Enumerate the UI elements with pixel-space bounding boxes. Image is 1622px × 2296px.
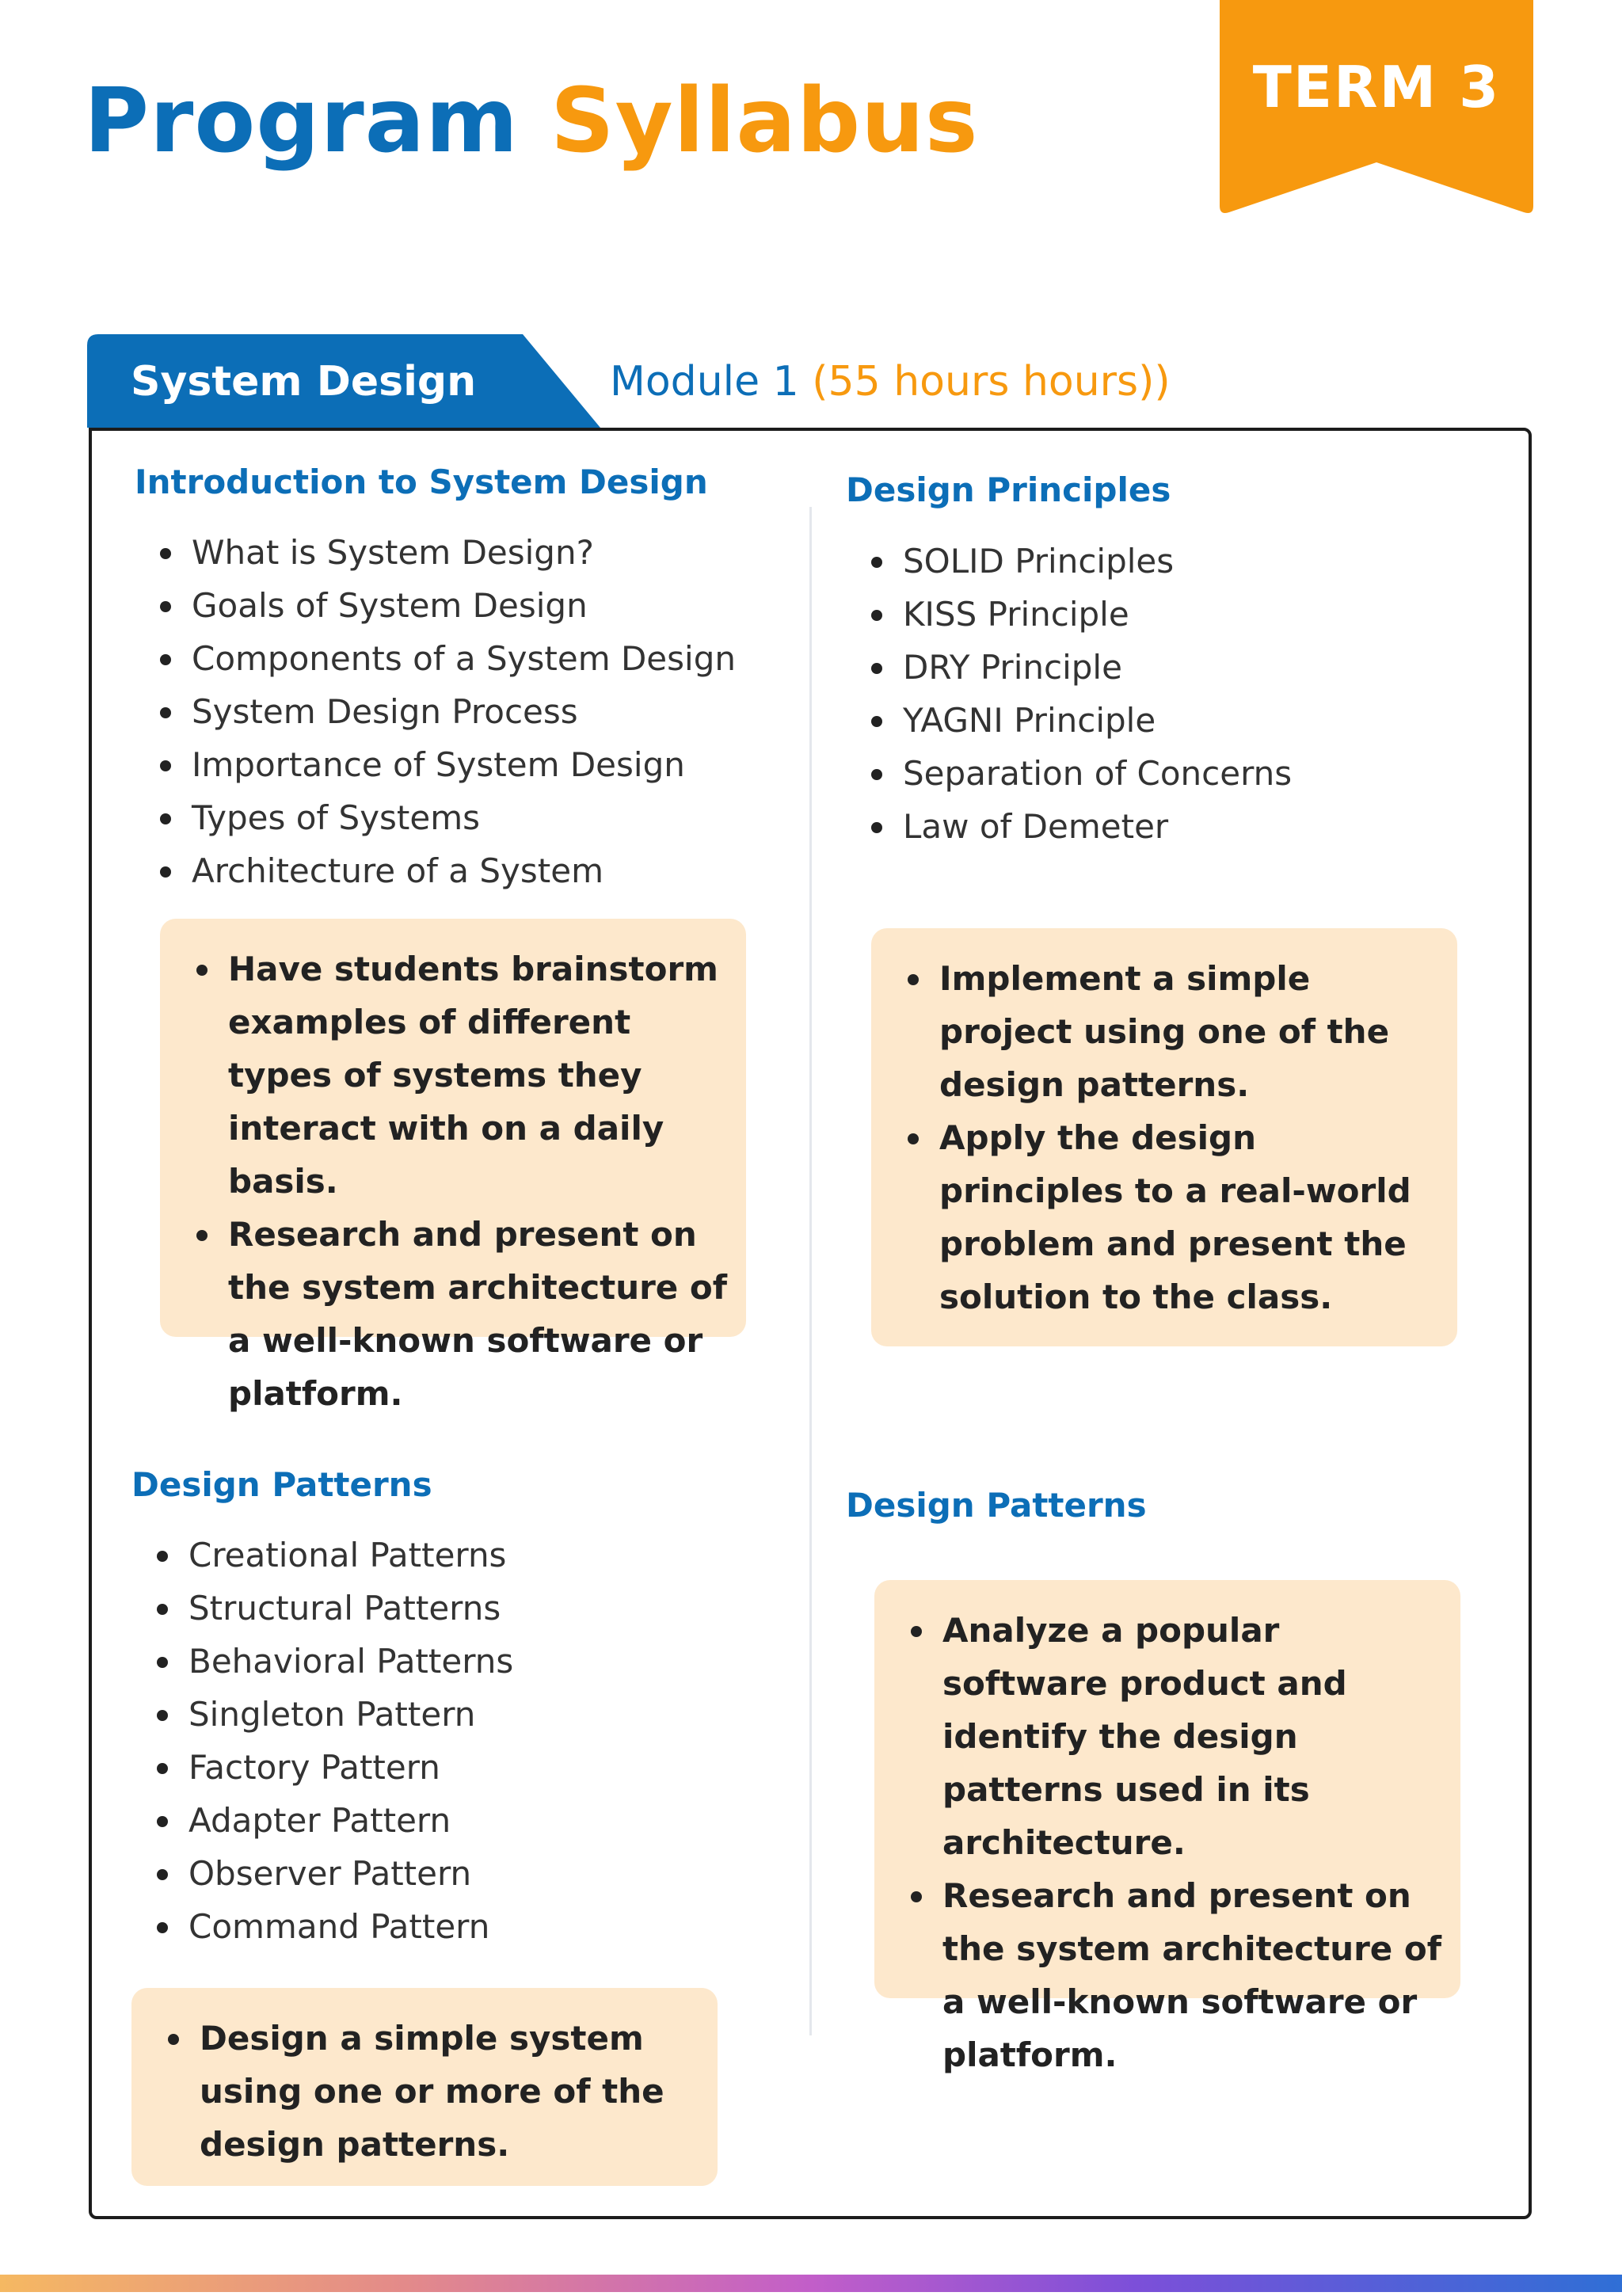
list-item: System Design Process [192,685,736,738]
list-item: Types of Systems [192,791,736,844]
term-ribbon [1220,0,1533,222]
list-item: What is System Design? [192,526,736,579]
activity-item: Design a simple system using one or more of the design patterns. [200,2012,702,2171]
module-tab-label: System Design [131,358,477,406]
principles-activity-box [871,928,1457,1346]
list-item: Importance of System Design [192,738,736,791]
module-hours: (55 hours hours)) [812,358,1171,406]
module-tab [87,334,602,429]
section-title-principles: Design Principles [846,470,1171,509]
list-item: Architecture of a System [192,844,736,897]
list-item: SOLID Principles [903,535,1292,588]
principles-topic-list [866,535,1292,853]
activity-item: Have students brainstorm examples of different types of systems they interact with on a daily basis. [228,942,730,1208]
column-divider [809,507,812,2035]
list-item: Structural Patterns [188,1582,513,1635]
list-item: Components of a System Design [192,632,736,685]
intro-activity-box [160,919,746,1413]
title-syllabus: Syllabus [550,70,979,173]
patterns-topic-list [152,1529,513,1953]
section-title-patterns: Design Patterns [131,1465,432,1504]
title-program: Program [84,70,519,173]
page-title [84,70,979,173]
term-label: TERM 3 [1252,54,1501,120]
list-item: Command Pattern [188,1900,513,1953]
module-info [610,358,1171,406]
list-item: Goals of System Design [192,579,736,632]
list-item: Singleton Pattern [188,1688,513,1741]
intro-topic-list [155,526,736,897]
list-item: Factory Pattern [188,1741,513,1794]
module-name: Module 1 [610,358,799,406]
list-item: YAGNI Principle [903,694,1292,747]
activity-item: Research and present on the system architecture of a well-known software or platform. [942,1869,1445,2081]
list-item: DRY Principle [903,641,1292,694]
list-item: KISS Principle [903,588,1292,641]
list-item: Law of Demeter [903,800,1292,853]
section-title-patterns-right: Design Patterns [846,1486,1147,1525]
patterns-right-activity-box [874,1580,1460,2074]
activity-item: Apply the design principles to a real-world problem and present the solution to the class. [939,1111,1441,1323]
list-item: Creational Patterns [188,1529,513,1582]
list-item: Adapter Pattern [188,1794,513,1847]
activity-item: Research and present on the system architecture of a well-known software or platform. [228,1208,730,1420]
section-title-intro: Introduction to System Design [135,463,708,501]
bottom-gradient-bar [0,2275,1622,2292]
activity-item: Implement a simple project using one of the design patterns. [939,952,1441,1111]
activity-item: Analyze a popular software product and identify the design patterns used in its architecture. [942,1604,1445,1869]
list-item: Separation of Concerns [903,747,1292,800]
patterns-activity-box [131,1988,718,2186]
list-item: Behavioral Patterns [188,1635,513,1688]
list-item: Observer Pattern [188,1847,513,1900]
